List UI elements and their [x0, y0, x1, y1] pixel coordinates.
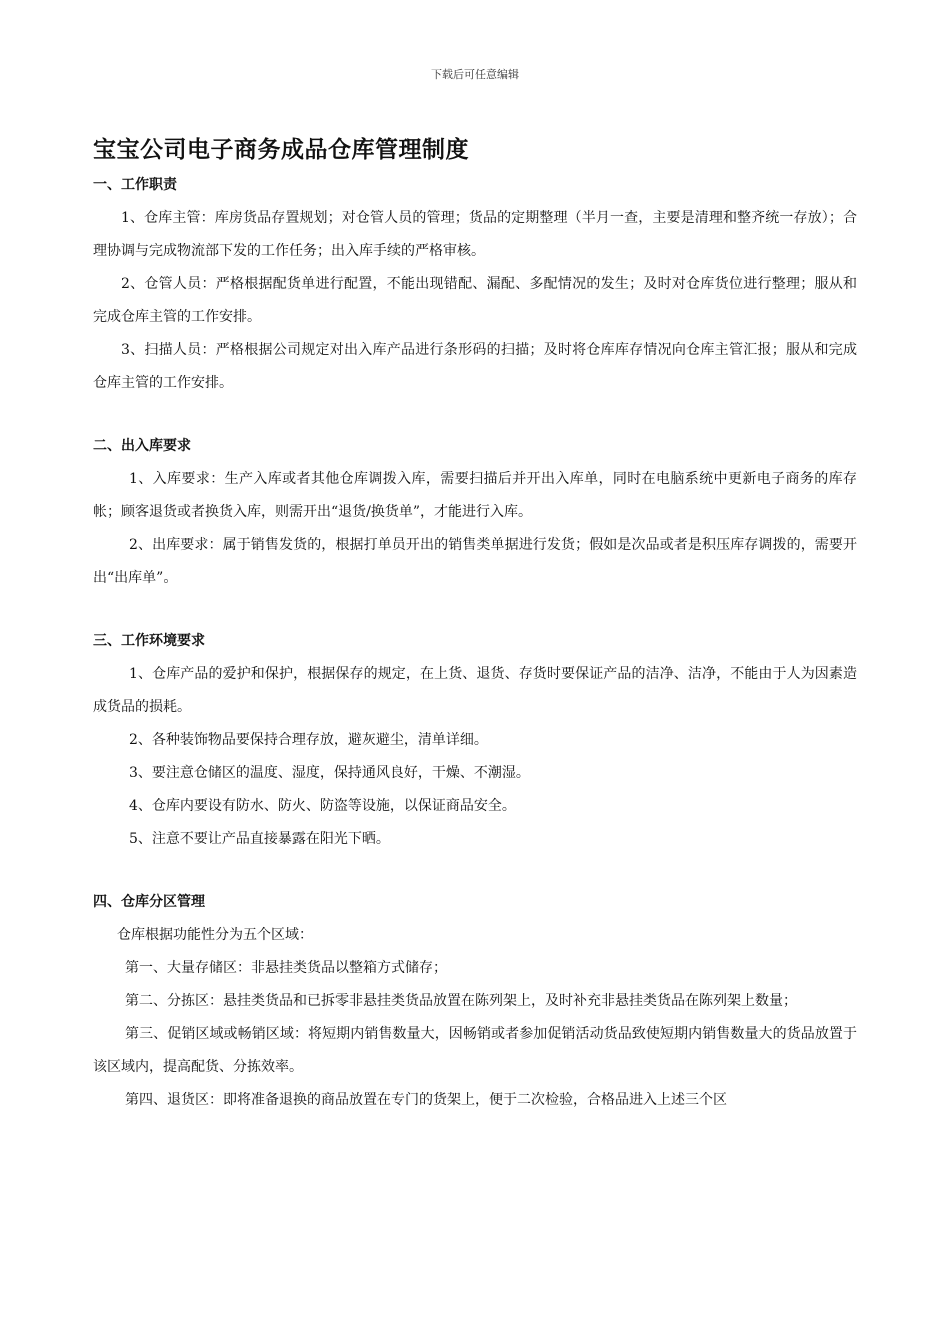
paragraph: 5、注意不要让产品直接暴露在阳光下晒。 [129, 831, 390, 847]
paragraph: 2、仓管人员：严格根据配货单进行配置，不能出现错配、漏配、多配情况的发生；及时对仓库货位进行整理；服从和完成仓库主管的工作安排。 [93, 276, 857, 325]
section-gap [93, 400, 857, 433]
paragraph: 4、仓库内要设有防水、防火、防盗等设施，以保证商品安全。 [129, 798, 516, 814]
paragraph: 2、出库要求：属于销售发货的，根据打单员开出的销售类单据进行发货；假如是次品或者是积压库存调拨的，需要开出“出库单”。 [93, 537, 857, 586]
document-title: 宝宝公司电子商务成品仓库管理制度 [93, 137, 469, 163]
header-note: 下载后可任意编辑 [431, 68, 519, 81]
paragraph: 第三、促销区域或畅销区域：将短期内销售数量大，因畅销或者参加促销活动货品致使短期内销售数量大的货品放置于该区域内，提高配货、分拣效率。 [93, 1026, 857, 1075]
section-heading: 二、出入库要求 [93, 438, 191, 454]
paragraph: 第二、分拣区：悬挂类货品和已拆零非悬挂类货品放置在陈列架上，及时补充非悬挂类货品在陈列架上数量； [125, 993, 797, 1009]
paragraph: 第四、退货区：即将准备退换的商品放置在专门的货架上，便于二次检验，合格品进入上述三个区 [125, 1092, 727, 1108]
paragraph: 第一、大量存储区：非悬挂类货品以整箱方式储存； [125, 960, 447, 976]
paragraph: 3、扫描人员：严格根据公司规定对出入库产品进行条形码的扫描；及时将仓库库存情况向仓库主管汇报；服从和完成仓库主管的工作安排。 [93, 342, 857, 391]
section-work-duties [93, 172, 857, 400]
paragraph: 仓库根据功能性分为五个区域： [117, 927, 313, 943]
paragraph: 1、入库要求：生产入库或者其他仓库调拨入库，需要扫描后并开出入库单，同时在电脑系统中更新电子商务的库存帐；顾客退货或者换货入库，则需开出“退货/换货单”，才能进行入库。 [93, 471, 857, 520]
paragraph: 1、仓库主管：库房货品存置规划；对仓管人员的管理；货品的定期整理（半月一查，主要是清理和整齐统一存放）；合理协调与完成物流部下发的工作任务；出入库手续的严格审核。 [93, 210, 857, 259]
document-body [93, 132, 857, 1117]
section-zone-management [93, 889, 857, 1117]
section-gap [93, 856, 857, 889]
section-inbound-outbound [93, 433, 857, 595]
section-heading: 一、工作职责 [93, 177, 177, 193]
paragraph: 2、各种装饰物品要保持合理存放，避灰避尘，清单详细。 [129, 732, 488, 748]
section-gap [93, 595, 857, 628]
paragraph: 1、仓库产品的爱护和保护，根据保存的规定，在上货、退货、存货时要保证产品的洁净、洁净，不能由于人为因素造成货品的损耗。 [93, 666, 857, 715]
section-work-environment [93, 628, 857, 856]
paragraph: 3、要注意仓储区的温度、湿度，保持通风良好，干燥、不潮湿。 [129, 765, 530, 781]
section-heading: 四、仓库分区管理 [93, 894, 205, 910]
section-heading: 三、工作环境要求 [93, 633, 205, 649]
